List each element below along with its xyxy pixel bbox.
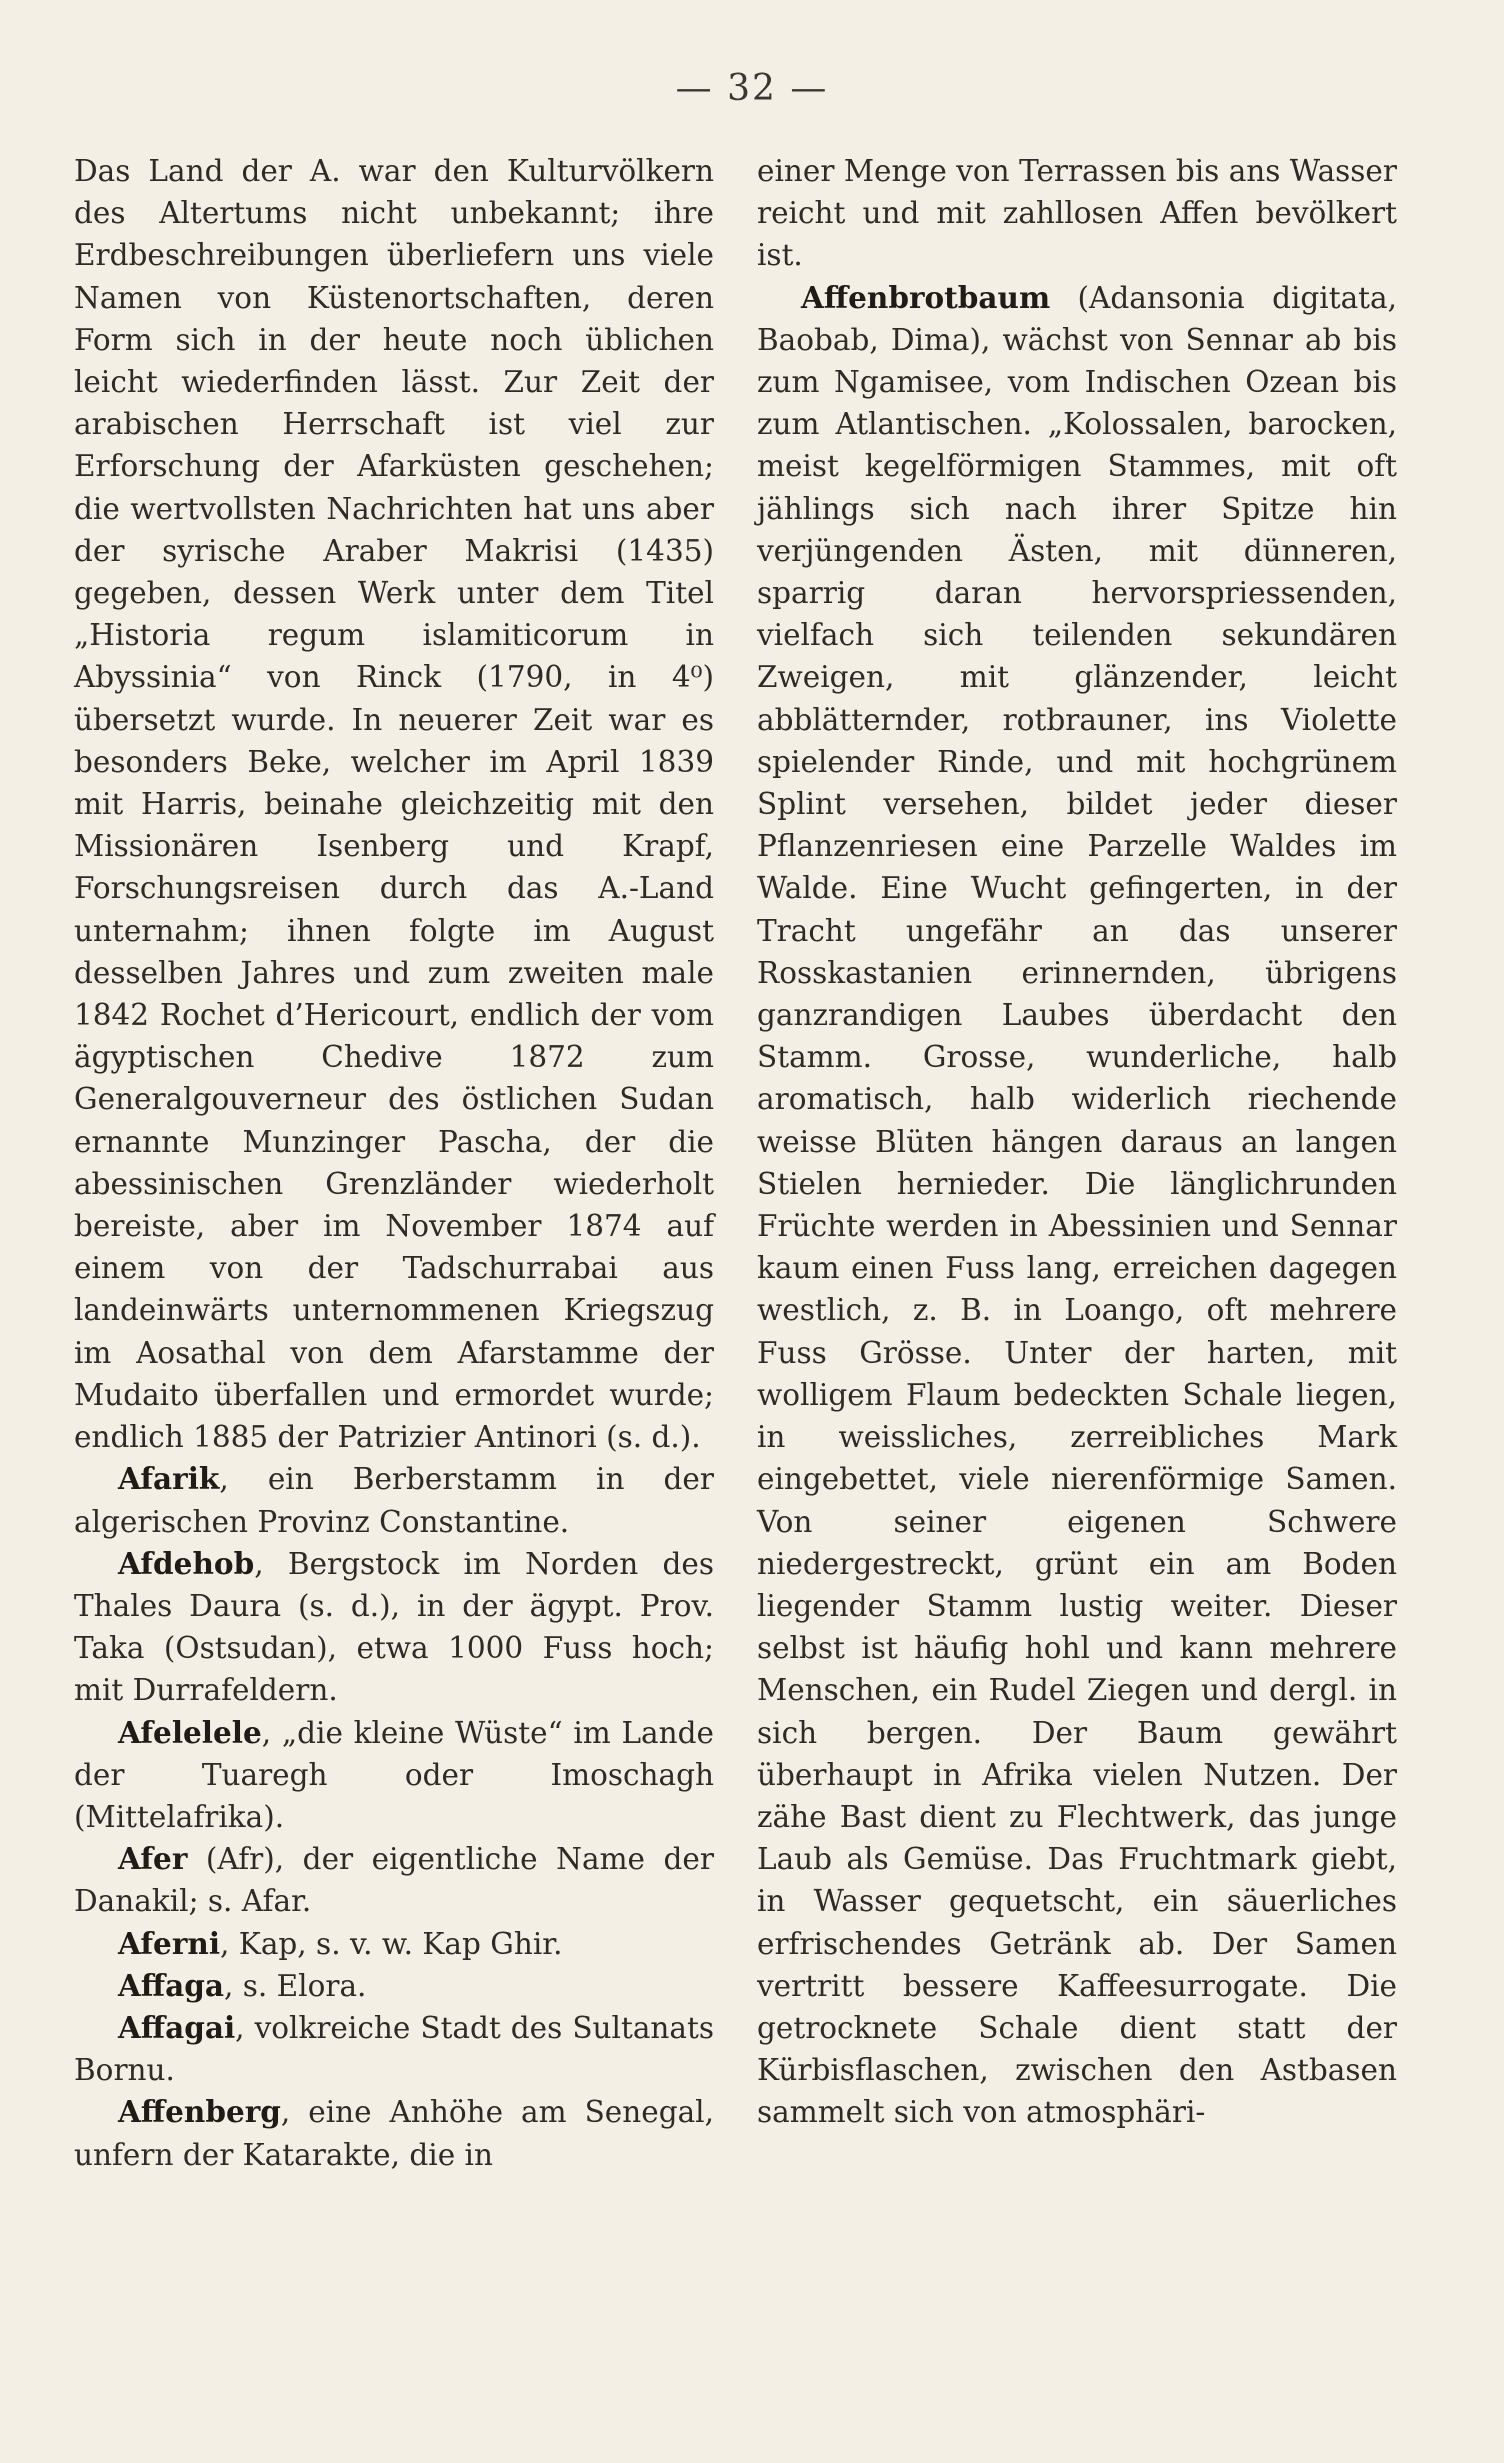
entry-text: , s. Elora. — [223, 1968, 367, 2003]
entry-headword: Afelelele — [118, 1714, 262, 1750]
entry-afelelele — [74, 1712, 714, 1839]
entry-affaga — [74, 1965, 714, 2007]
entry-headword: Afarik — [118, 1461, 220, 1497]
entry-headword: Afer — [118, 1841, 188, 1877]
entry-headword: Affenbrotbaum — [801, 279, 1051, 315]
entry-text: (Adansonia digitata, Baobab, Dima), wächst von Sennar ab bis zum Ngamisee, vom Indischen Ozean bis zum Atlantischen. „Kolossalen, barocken, meist kegelförmigen Stammes, mit oft jählings sich nach ihrer Spitze hin verjüngenden Ästen, mit dünneren, sparrig daran hervorspriessenden, vielfach sich teilenden sekundären Zweigen, mit glänzender, leicht abblätternder, rotbrauner, ins Violette spielender Rinde, und mit hochgrünem Splint versehen, bildet jeder dieser Pflanzenriesen eine Parzelle Waldes im Walde. Eine Wucht gefingerten, in der Tracht ungefähr an das unserer Rosskastanien erinnernden, übrigens ganzrandigen Laubes überdacht den Stamm. Grosse, wunderliche, halb aromatisch, halb widerlich riechende weisse Blüten hängen daraus an langen Stielen hernieder. Die länglichrunden Früchte werden in Abessinien und Sennar kaum einen Fuss lang, erreichen dagegen westlich, z. B. in Loango, oft mehrere Fuss Grösse. Unter der harten, mit wolligem Flaum bedeckten Schale liegen, in weissliches, zerreibliches Mark eingebettet, viele nierenförmige Samen. Von seiner eigenen Schwere niedergestreckt, grünt ein am Boden liegender Stamm lustig weiter. Dieser selbst ist häufig hohl und kann mehrere Menschen, ein Rudel Ziegen und dergl. in sich bergen. Der Baum gewährt überhaupt in Afrika vielen Nutzen. Der zähe Bast dient zu Flechtwerk, das junge Laub als Gemüse. Das Fruchtmark giebt, in Wasser gequetscht, ein säuerliches erfrischendes Getränk ab. Der Samen vertritt bessere Kaffeesurrogate. Die getrocknete Schale dient statt der Kürbisflaschen, zwischen den Astbasen sammelt sich von atmosphäri- — [757, 280, 1397, 2130]
right-column — [757, 150, 1397, 2134]
entry-text: einer Menge von Terrassen bis ans Wasser reicht und mit zahllosen Affen bevölkert ist. — [757, 154, 1397, 273]
entry-affagai — [74, 2007, 714, 2091]
entry-text: , ein Berberstamm in der algerischen Provinz Constantine. — [74, 1462, 714, 1539]
entry-headword: Affaga — [118, 1967, 224, 2003]
entry-text: Das Land der A. war den Kulturvölkern des Altertums nicht unbekannt; ihre Erdbeschreibungen überliefern uns viele Namen von Küstenortschaften, deren Form sich in der heute noch üblichen leicht wiederfinden lässt. Zur Zeit der arabischen Herrschaft ist viel zur Erforschung der Afarküsten geschehen; die wertvollsten Nachrichten hat uns aber der syrische Araber Makrisi (1435) gegeben, dessen Werk unter dem Titel „Historia regum islamiticorum in Abyssinia“ von Rinck (1790, in 4⁰) übersetzt wurde. In neuerer Zeit war es besonders Beke, welcher im April 1839 mit Harris, beinahe gleichzeitig mit den Missionären Isenberg und Krapf, Forschungsreisen durch das A.-Land unternahm; ihnen folgte im August desselben Jahres und zum zweiten male 1842 Rochet d’Hericourt, endlich der vom ägyptischen Chedive 1872 zum Generalgouverneur des östlichen Sudan ernannte Munzinger Pascha, der die abessinischen Grenzländer wiederholt bereiste, aber im November 1874 auf einem von der Tadschurrabai aus landeinwärts unternommenen Kriegszug im Aosathal von dem Afarstamme der Mudaito überfallen und ermordet wurde; endlich 1885 der Patrizier Antinori (s. d.). — [74, 154, 714, 1455]
entry-text: , Kap, s. v. w. Kap Ghir. — [220, 1926, 563, 1961]
entry-afer — [74, 1838, 714, 1922]
entry-afdehob — [74, 1543, 714, 1712]
entry-continuation — [74, 150, 714, 1458]
entry-continuation — [757, 150, 1397, 277]
entry-headword: Afdehob — [118, 1545, 255, 1581]
entry-affenbrotbaum — [757, 277, 1397, 2134]
entry-headword: Aferni — [118, 1925, 221, 1961]
page-number: — 32 — — [675, 68, 829, 109]
entry-affenberg — [74, 2091, 714, 2175]
entry-afarik — [74, 1458, 714, 1542]
entry-aferni — [74, 1923, 714, 1965]
entry-text: (Afr), der eigentliche Name der Danakil; s. Afar. — [74, 1842, 714, 1919]
entry-headword: Affagai — [118, 2009, 236, 2045]
entry-text: , Bergstock im Norden des Thales Daura (s. d.), in der ägypt. Prov. Taka (Ostsudan), etwa 1000 Fuss hoch; mit Durrafeldern. — [74, 1546, 714, 1708]
entry-text: , volkreiche Stadt des Sultanats Bornu. — [74, 2010, 714, 2088]
left-column — [74, 150, 714, 2176]
entry-text: , „die kleine Wüste“ im Lande der Tuaregh oder Imoschagh (Mittelafrika). — [74, 1715, 714, 1834]
entry-text: , eine Anhöhe am Senegal, unfern der Katarakte, die in — [74, 2095, 714, 2172]
entry-headword: Affenberg — [118, 2094, 281, 2130]
